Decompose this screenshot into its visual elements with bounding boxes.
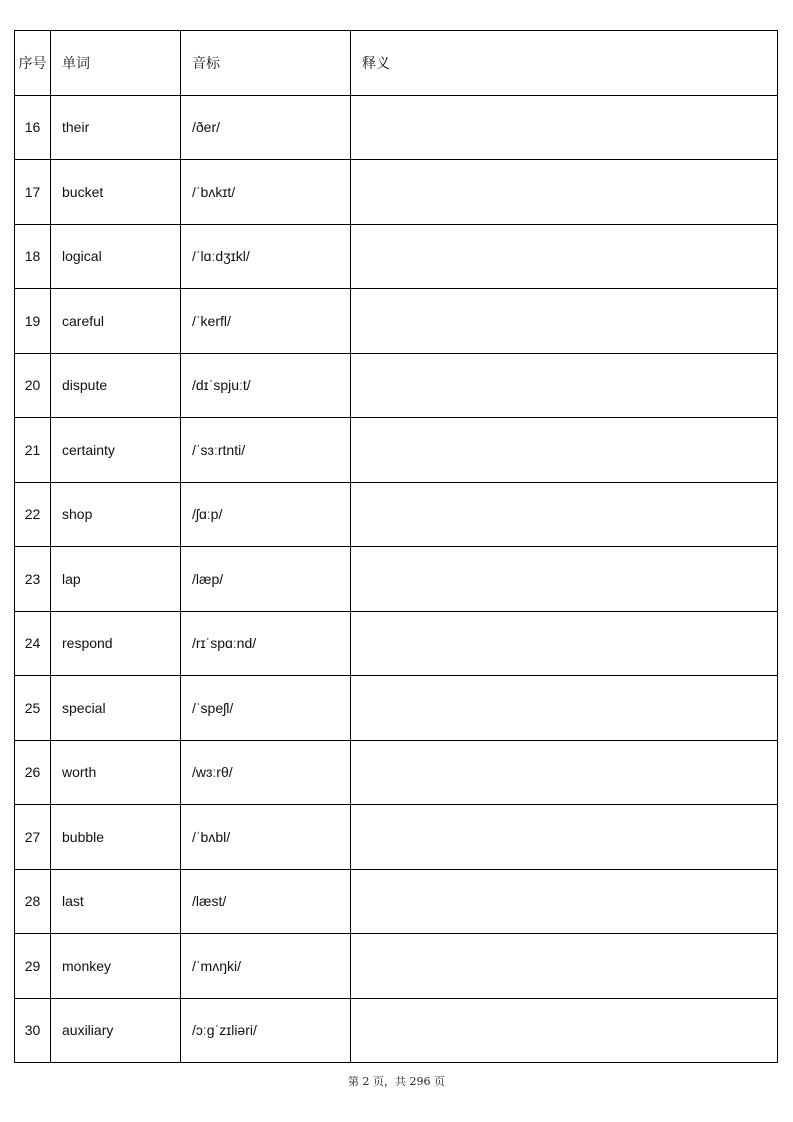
row-definition-cell bbox=[351, 289, 778, 354]
row-definition-cell bbox=[351, 482, 778, 547]
row-definition-cell bbox=[351, 224, 778, 289]
row-definition-cell bbox=[351, 805, 778, 870]
row-word-cell: worth bbox=[51, 740, 181, 805]
row-index-cell: 25 bbox=[15, 676, 51, 741]
row-index-cell: 19 bbox=[15, 289, 51, 354]
row-phonetic-cell: /ðer/ bbox=[181, 95, 351, 160]
row-phonetic-cell: /læp/ bbox=[181, 547, 351, 612]
row-word-cell: bubble bbox=[51, 805, 181, 870]
header-phonetic: 音标 bbox=[181, 31, 351, 96]
table-row bbox=[15, 353, 778, 418]
row-word-cell: lap bbox=[51, 547, 181, 612]
row-index-cell: 18 bbox=[15, 224, 51, 289]
table-row bbox=[15, 482, 778, 547]
table-row bbox=[15, 869, 778, 934]
table-row bbox=[15, 224, 778, 289]
row-definition-cell bbox=[351, 160, 778, 225]
row-index-cell: 27 bbox=[15, 805, 51, 870]
row-word-cell: dispute bbox=[51, 353, 181, 418]
row-definition-cell bbox=[351, 95, 778, 160]
table-row bbox=[15, 160, 778, 225]
table-row bbox=[15, 611, 778, 676]
row-definition-cell bbox=[351, 418, 778, 483]
table-row bbox=[15, 676, 778, 741]
table-row bbox=[15, 998, 778, 1063]
row-phonetic-cell: /dɪˈspjuːt/ bbox=[181, 353, 351, 418]
row-phonetic-cell: /ˈbʌbl/ bbox=[181, 805, 351, 870]
row-word-cell: auxiliary bbox=[51, 998, 181, 1063]
table-body bbox=[15, 95, 778, 1063]
row-definition-cell bbox=[351, 353, 778, 418]
row-phonetic-cell: /ˈspeʃl/ bbox=[181, 676, 351, 741]
row-phonetic-cell: /ˈlɑːdʒɪkl/ bbox=[181, 224, 351, 289]
row-phonetic-cell: /læst/ bbox=[181, 869, 351, 934]
row-index-cell: 22 bbox=[15, 482, 51, 547]
row-word-cell: careful bbox=[51, 289, 181, 354]
row-word-cell: shop bbox=[51, 482, 181, 547]
header-definition: 释义 bbox=[351, 31, 778, 96]
row-definition-cell bbox=[351, 934, 778, 999]
row-word-cell: logical bbox=[51, 224, 181, 289]
row-definition-cell bbox=[351, 676, 778, 741]
row-index-cell: 20 bbox=[15, 353, 51, 418]
row-index-cell: 16 bbox=[15, 95, 51, 160]
row-definition-cell bbox=[351, 869, 778, 934]
table-row bbox=[15, 547, 778, 612]
header-word: 单词 bbox=[51, 31, 181, 96]
row-index-cell: 26 bbox=[15, 740, 51, 805]
row-phonetic-cell: /wɜːrθ/ bbox=[181, 740, 351, 805]
row-phonetic-cell: /ˈkerfl/ bbox=[181, 289, 351, 354]
row-definition-cell bbox=[351, 998, 778, 1063]
table-row bbox=[15, 740, 778, 805]
table-row bbox=[15, 418, 778, 483]
row-word-cell: respond bbox=[51, 611, 181, 676]
row-index-cell: 30 bbox=[15, 998, 51, 1063]
row-phonetic-cell: /ˈmʌŋki/ bbox=[181, 934, 351, 999]
row-definition-cell bbox=[351, 740, 778, 805]
table-row bbox=[15, 934, 778, 999]
row-phonetic-cell: /ʃɑːp/ bbox=[181, 482, 351, 547]
row-phonetic-cell: /ˈsɜːrtnti/ bbox=[181, 418, 351, 483]
row-index-cell: 24 bbox=[15, 611, 51, 676]
table-row bbox=[15, 289, 778, 354]
row-word-cell: special bbox=[51, 676, 181, 741]
table-header-row bbox=[15, 31, 778, 96]
row-phonetic-cell: /ˈbʌkɪt/ bbox=[181, 160, 351, 225]
row-definition-cell bbox=[351, 611, 778, 676]
table-row bbox=[15, 805, 778, 870]
table-row bbox=[15, 95, 778, 160]
row-index-cell: 28 bbox=[15, 869, 51, 934]
header-index: 序号 bbox=[15, 31, 51, 96]
row-word-cell: bucket bbox=[51, 160, 181, 225]
row-phonetic-cell: /rɪˈspɑːnd/ bbox=[181, 611, 351, 676]
row-index-cell: 21 bbox=[15, 418, 51, 483]
row-word-cell: certainty bbox=[51, 418, 181, 483]
row-index-cell: 29 bbox=[15, 934, 51, 999]
page-number-footer: 第 2 页，共 296 页 bbox=[348, 1075, 445, 1088]
row-word-cell: monkey bbox=[51, 934, 181, 999]
row-index-cell: 17 bbox=[15, 160, 51, 225]
row-phonetic-cell: /ɔːɡˈzɪliəri/ bbox=[181, 998, 351, 1063]
row-definition-cell bbox=[351, 547, 778, 612]
row-index-cell: 23 bbox=[15, 547, 51, 612]
row-word-cell: last bbox=[51, 869, 181, 934]
vocabulary-table bbox=[14, 30, 778, 1063]
row-word-cell: their bbox=[51, 95, 181, 160]
